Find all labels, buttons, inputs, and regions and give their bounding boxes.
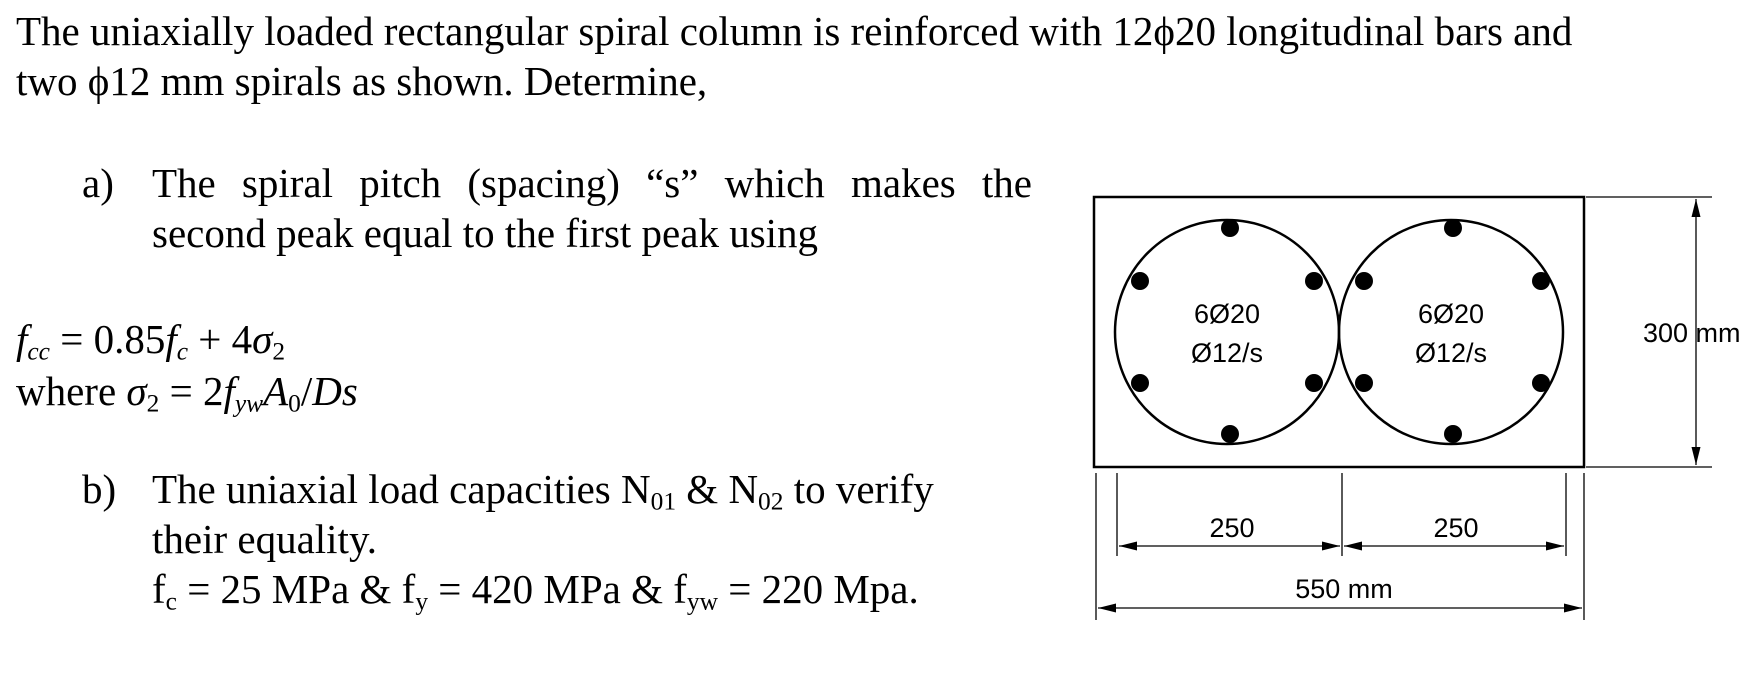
right-width-label: 250 <box>1433 513 1479 543</box>
left-spiral-label: Ø12/s <box>1190 338 1264 368</box>
bar <box>1532 272 1550 290</box>
bar <box>1355 272 1373 290</box>
right-spiral-circle <box>1339 220 1563 444</box>
left-width-label: 250 <box>1209 513 1255 543</box>
bar <box>1131 272 1149 290</box>
bar <box>1532 374 1550 392</box>
bar <box>1444 425 1462 443</box>
left-longitudinal-bars <box>1131 219 1323 443</box>
part-a-label: a) <box>82 160 114 206</box>
material-properties: $f_c = 25$ MPa & $f_y = 420$ MPa & $f_{yw} = 220$ Mpa. <box>152 566 919 616</box>
bar <box>1221 425 1239 443</box>
formula-sigma2: where $\sigma_2 = 2f_{yw}A_0/Ds$ <box>16 368 358 418</box>
bar <box>1305 272 1323 290</box>
bar <box>1444 219 1462 237</box>
right-longitudinal-bars <box>1355 219 1550 443</box>
bar <box>1131 374 1149 392</box>
bar <box>1355 374 1373 392</box>
right-bars-label: 6Ø20 <box>1417 299 1485 329</box>
height-dimension-label: 300 mm <box>1643 318 1741 348</box>
formula-fcc: $f_{cc} = 0.85f_c + 4\sigma_2$ <box>16 316 286 366</box>
intro-line-2: two ϕ12 mm spirals as shown. Determine, <box>16 58 708 104</box>
total-width-label: 550 mm <box>1295 574 1393 604</box>
bar <box>1221 219 1239 237</box>
intro-line-1: The uniaxially loaded rectangular spiral column is reinforced with 12ϕ20 longitudinal bars and <box>16 8 1573 54</box>
right-spiral-label: Ø12/s <box>1414 338 1488 368</box>
part-a-text: The spiral pitch (spacing) “s” which makes the second peak equal to the first peak using <box>152 160 1032 256</box>
left-bars-label: 6Ø20 <box>1193 299 1261 329</box>
part-b-text: The uniaxial load capacities $N_{01}$ & $N_{02}$ to verify their equality. $f_c = 25$ MPa & $f_y = 420$ MPa & $f_{yw} = 220$ Mpa. <box>152 464 1032 614</box>
bar <box>1305 374 1323 392</box>
part-b-label: b) <box>82 466 117 512</box>
left-spiral-circle <box>1115 220 1339 444</box>
